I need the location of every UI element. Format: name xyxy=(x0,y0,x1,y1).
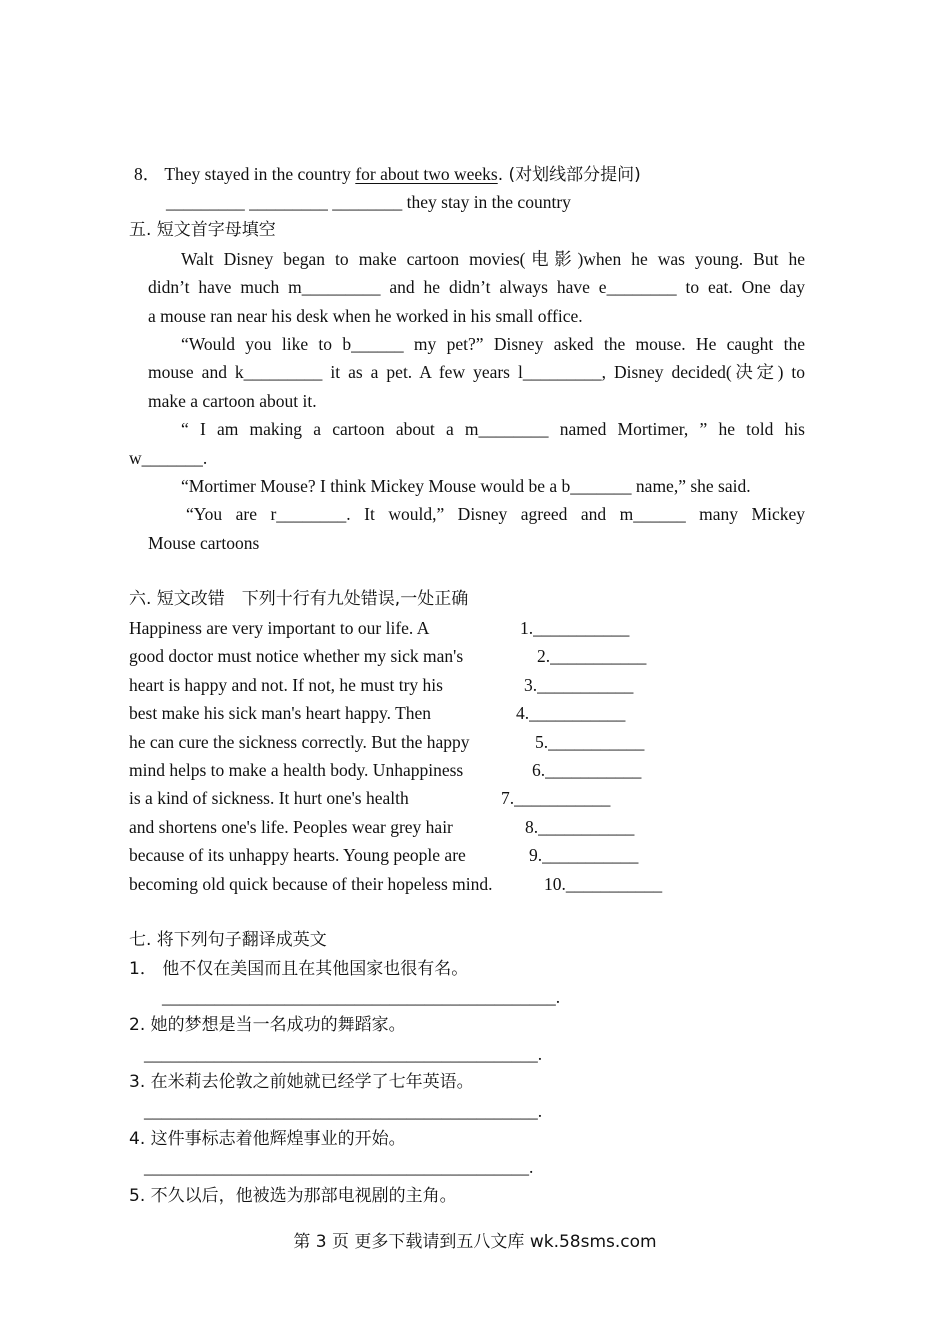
s5-line: w_______. xyxy=(129,448,208,468)
section6-heading: 六. 短文改错 下列十行有九处错误,一处正确 xyxy=(129,589,469,609)
translation-question: 3. 在米莉去伦敦之前她就已经学了七年英语。 xyxy=(129,1072,474,1092)
s5-line: Walt Disney began to make cartoon movies(电影)when he was young. But he xyxy=(181,249,805,269)
s5-line: mouse and k_________ it as a pet. A few years l_________, Disney decided(决定) to xyxy=(148,362,805,382)
s5-line: a mouse ran near his desk when he worked in his small office. xyxy=(148,306,583,326)
translation-question: 1． 他不仅在美国而且在其他国家也很有名。 xyxy=(129,959,469,979)
s5-line: “You are r________. It would,” Disney agreed and m______ many Mickey xyxy=(186,504,805,524)
s5-line: didn’t have much m_________ and he didn’t always have e________ to eat. One day xyxy=(148,277,805,297)
s5-line: Mouse cartoons xyxy=(148,533,260,553)
error-line-blank[interactable]: 6.___________ xyxy=(532,760,642,780)
error-line-text: and shortens one's life. Peoples wear grey hair xyxy=(129,817,453,837)
translation-answer-line[interactable]: _____________________________________________. xyxy=(162,987,561,1007)
s5-line: “Mortimer Mouse? I think Mickey Mouse would be a b_______ name,” she said. xyxy=(181,476,751,496)
error-line-text: mind helps to make a health body. Unhappiness xyxy=(129,760,464,780)
translation-answer-line[interactable]: _____________________________________________. xyxy=(144,1044,543,1064)
s5-line: “Would you like to b______ my pet?” Disney asked the mouse. He caught the xyxy=(181,334,805,354)
error-line-blank[interactable]: 2.___________ xyxy=(537,646,647,666)
error-line-text: because of its unhappy hearts. Young people are xyxy=(129,845,466,865)
s5-line: make a cartoon about it. xyxy=(148,391,317,411)
error-line-text: Happiness are very important to our life. A xyxy=(129,618,430,638)
section5-heading: 五. 短文首字母填空 xyxy=(129,220,276,240)
s5-line: “ I am making a cartoon about a m________ named Mortimer, ” he told his xyxy=(181,419,805,439)
error-line-blank[interactable]: 5.___________ xyxy=(535,732,645,752)
translation-answer-line[interactable]: _____________________________________________. xyxy=(144,1101,543,1121)
q8-text-pre: They stayed in the country xyxy=(164,164,356,184)
error-line-text: is a kind of sickness. It hurt one's health xyxy=(129,788,409,808)
translation-question: 4. 这件事标志着他辉煌事业的开始。 xyxy=(129,1129,406,1149)
error-line-blank[interactable]: 4.___________ xyxy=(516,703,626,723)
translation-question: 2. 她的梦想是当一名成功的舞蹈家。 xyxy=(129,1015,406,1035)
error-line-blank[interactable]: 8.___________ xyxy=(525,817,635,837)
q8-text-post: . (对划线部分提问) xyxy=(497,165,641,185)
error-line-text: good doctor must notice whether my sick man's xyxy=(129,646,464,666)
translation-answer-line[interactable]: ____________________________________________. xyxy=(144,1157,534,1177)
q8-answer-line[interactable]: _________ _________ ________ they stay in the country xyxy=(166,192,571,212)
error-line-blank[interactable]: 7.___________ xyxy=(501,788,611,808)
error-line-text: best make his sick man's heart happy. Then xyxy=(129,703,432,723)
error-line-blank[interactable]: 9.___________ xyxy=(529,845,639,865)
error-line-blank[interactable]: 3.___________ xyxy=(524,675,634,695)
error-line-blank[interactable]: 10.___________ xyxy=(544,874,663,894)
translation-question: 5. 不久以后，他被选为那部电视剧的主角。 xyxy=(129,1186,457,1206)
error-line-text: he can cure the sickness correctly. But the happy xyxy=(129,732,470,752)
section7-heading: 七. 将下列句子翻译成英文 xyxy=(129,930,327,950)
error-line-text: becoming old quick because of their hopeless mind. xyxy=(129,874,493,894)
error-line-text: heart is happy and not. If not, he must try his xyxy=(129,675,443,695)
page-footer: 第 3 页 更多下载请到五八文库 wk.58sms.com xyxy=(293,1232,657,1252)
q8-number: 8． xyxy=(134,164,161,184)
q8-underlined: for about two weeks xyxy=(355,164,498,184)
error-line-blank[interactable]: 1.___________ xyxy=(520,618,630,638)
q8-question xyxy=(134,163,641,186)
